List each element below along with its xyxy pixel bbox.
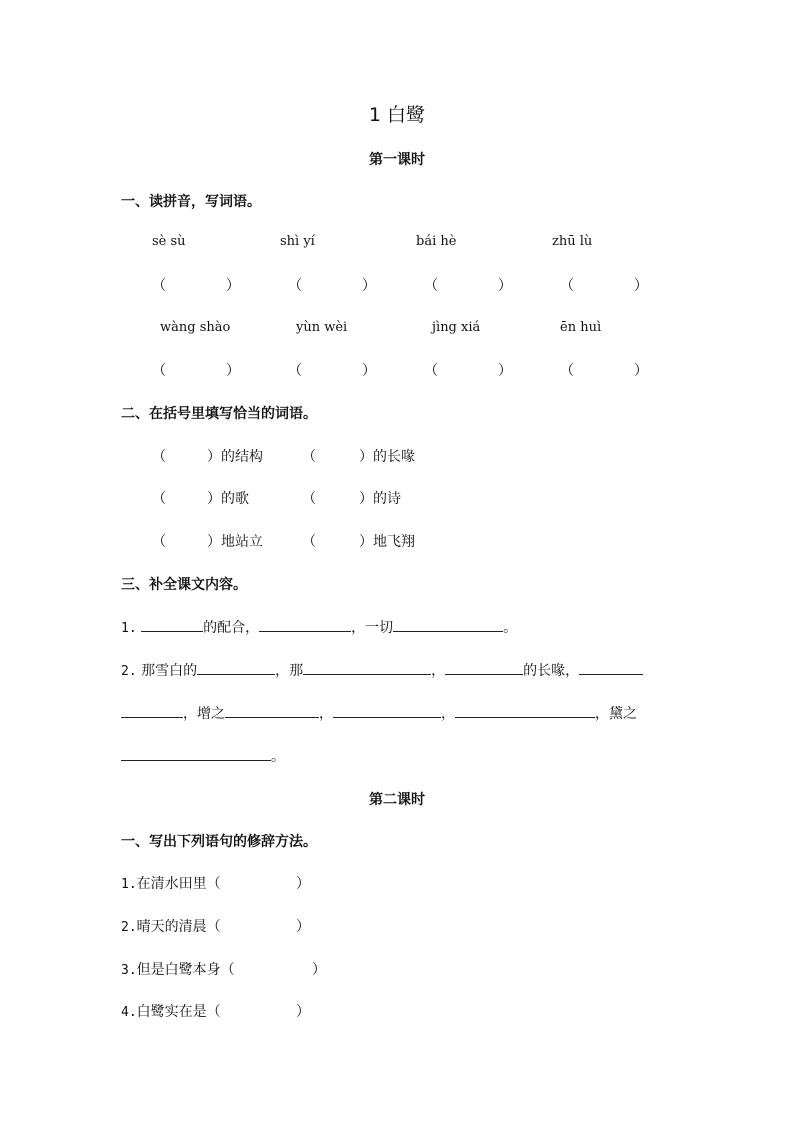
answer-blank[interactable] xyxy=(121,703,183,718)
section-4-heading: 一、写出下列语句的修辞方法。 xyxy=(121,834,317,850)
answer-blank[interactable] xyxy=(225,703,319,718)
sentence-text: ，一切 xyxy=(351,620,394,636)
fill-phrase: ）的结构 xyxy=(207,449,263,465)
answer-open-paren: （ xyxy=(560,278,574,294)
item-number: 3. xyxy=(121,963,137,978)
fill-phrase: ）的歌 xyxy=(207,491,249,507)
answer-blank[interactable] xyxy=(141,617,203,632)
sentence-text: ，那 xyxy=(275,663,304,679)
item-number: 4. xyxy=(121,1005,137,1020)
sentence-text: 那雪白的 xyxy=(141,663,198,679)
pinyin-item: bái hè xyxy=(416,234,457,249)
sentence-text: ，黛之 xyxy=(595,706,637,722)
pinyin-item: wàng shào xyxy=(160,320,231,335)
answer-close-paren: ） xyxy=(226,363,240,379)
section-1-heading: 一、读拼音，写词语。 xyxy=(121,194,261,210)
answer-blank[interactable] xyxy=(259,617,351,632)
sentence-2 xyxy=(121,660,643,680)
lesson-1-heading: 第一课时 xyxy=(369,152,425,168)
sentence-text: ， xyxy=(441,706,455,722)
answer-open-paren: （ xyxy=(288,278,302,294)
answer-open-paren: （ xyxy=(560,363,574,379)
answer-open-paren: （ xyxy=(152,363,166,379)
sentence-2-end xyxy=(121,746,285,766)
fill-open-paren: （ xyxy=(152,534,166,550)
fill-phrase: ）的长喙 xyxy=(359,449,415,465)
close-paren: ） xyxy=(296,876,310,892)
answer-close-paren: ） xyxy=(498,278,512,294)
answer-blank[interactable] xyxy=(393,617,503,632)
item-number: 1. xyxy=(121,621,137,636)
sentence-2-cont xyxy=(121,703,637,723)
answer-blank[interactable] xyxy=(579,660,643,675)
fill-open-paren: （ xyxy=(152,449,166,465)
fill-phrase: ）地站立 xyxy=(207,534,263,550)
rhetoric-item xyxy=(121,959,235,979)
fill-open-paren: （ xyxy=(302,534,316,550)
item-text: 在清水田里（ xyxy=(136,876,221,892)
item-text: 但是白鹭本身（ xyxy=(136,962,235,978)
answer-blank[interactable] xyxy=(197,660,275,675)
sentence-1 xyxy=(121,617,517,637)
pinyin-item: jìng xiá xyxy=(432,320,481,335)
answer-close-paren: ） xyxy=(362,363,376,379)
fill-open-paren: （ xyxy=(152,491,166,507)
pinyin-item: yùn wèi xyxy=(296,320,348,335)
answer-close-paren: ） xyxy=(362,278,376,294)
answer-blank[interactable] xyxy=(445,660,523,675)
sentence-text: 。 xyxy=(271,749,285,765)
answer-close-paren: ） xyxy=(634,278,648,294)
answer-blank[interactable] xyxy=(333,703,441,718)
rhetoric-item xyxy=(121,916,221,936)
fill-open-paren: （ xyxy=(302,449,316,465)
pinyin-item: sè sù xyxy=(152,234,186,249)
lesson-2-heading: 第二课时 xyxy=(369,792,425,808)
close-paren: ） xyxy=(296,1004,310,1020)
sentence-text: ， xyxy=(431,663,446,679)
item-number: 2. xyxy=(121,664,137,679)
answer-close-paren: ） xyxy=(498,363,512,379)
page-title: 1 白鹭 xyxy=(368,104,426,126)
section-3-heading: 三、补全课文内容。 xyxy=(121,577,247,593)
close-paren: ） xyxy=(296,919,310,935)
item-number: 2. xyxy=(121,920,137,935)
item-text: 晴天的清晨（ xyxy=(136,919,221,935)
item-text: 白鹭实在是（ xyxy=(136,1004,221,1020)
fill-phrase: ）地飞翔 xyxy=(359,534,415,550)
answer-open-paren: （ xyxy=(424,363,438,379)
pinyin-item: zhū lù xyxy=(552,234,593,249)
close-paren: ） xyxy=(312,962,326,978)
answer-open-paren: （ xyxy=(152,278,166,294)
fill-open-paren: （ xyxy=(302,491,316,507)
answer-open-paren: （ xyxy=(288,363,302,379)
answer-blank[interactable] xyxy=(121,746,271,761)
answer-open-paren: （ xyxy=(424,278,438,294)
sentence-text: ，增之 xyxy=(183,706,225,722)
rhetoric-item xyxy=(121,1001,221,1021)
sentence-text: 的配合， xyxy=(203,620,260,636)
answer-blank[interactable] xyxy=(303,660,431,675)
sentence-text: 。 xyxy=(503,620,518,636)
answer-close-paren: ） xyxy=(226,278,240,294)
fill-phrase: ）的诗 xyxy=(359,491,401,507)
section-2-heading: 二、在括号里填写恰当的词语。 xyxy=(121,406,317,422)
sentence-text: 的长喙， xyxy=(523,663,580,679)
pinyin-item: ēn huì xyxy=(560,320,602,335)
item-number: 1. xyxy=(121,877,137,892)
answer-close-paren: ） xyxy=(634,363,648,379)
sentence-text: ， xyxy=(319,706,333,722)
pinyin-item: shì yí xyxy=(280,234,315,249)
rhetoric-item xyxy=(121,873,221,893)
answer-blank[interactable] xyxy=(455,703,595,718)
